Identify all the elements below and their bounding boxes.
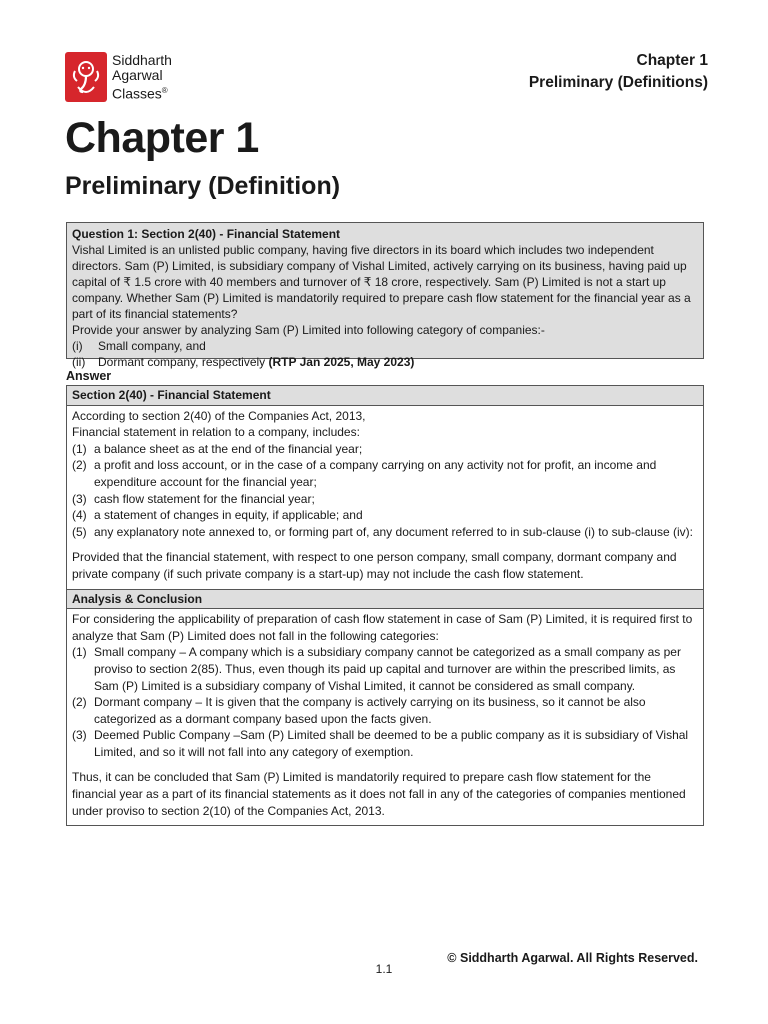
- list-item: [72, 457, 698, 490]
- chapter-subtitle: Preliminary (Definition): [65, 172, 341, 200]
- list-item-num: (3): [72, 491, 87, 506]
- question-body: Vishal Limited is an unlisted public company, having five directors in its board which includes two independent directors. Sam (P) Limited, is subsidiary company of Vishal Limited, actively carrying on its business, having paid up capital of ₹ 1.5 crore with 40 members and turnover of ₹ 18 crore, respectively. Sam (P) Limited is not a start up company. Whether Sam (P) Limited is mandatorily required to prepare cash flow statement for the financial year as a part of its financial statements?: [72, 243, 691, 321]
- question-item-num: (i): [72, 339, 83, 353]
- list-item-text: a statement of changes in equity, if applicable; and: [94, 508, 363, 523]
- section-intro: Financial statement in relation to a company, includes:: [72, 425, 360, 440]
- list-item: [72, 441, 698, 458]
- list-item: [72, 491, 698, 508]
- question-item: [72, 338, 698, 354]
- conclusion-text: Thus, it can be concluded that Sam (P) Limited is mandatorily required to prepare cash flow statement for the financial year as a part of its financial statements as it does not fall in any of the categories of companies mentioned under proviso to section 2(10) of the Companies Act, 2013.: [72, 770, 686, 818]
- logo-line-1: Siddharth: [112, 51, 172, 68]
- section-heading: Section 2(40) - Financial Statement: [67, 386, 703, 406]
- proviso-text: Provided that the financial statement, with respect to one person company, small company, dormant company and private company (if such private company is a start-up) may not include the cash flow statement.: [72, 550, 677, 581]
- list-item-num: (2): [72, 458, 87, 473]
- question-item-text: Small company, and: [98, 339, 206, 353]
- list-item: [72, 694, 698, 727]
- list-item-text: a balance sheet as at the end of the financial year;: [94, 441, 363, 456]
- list-item: [72, 644, 698, 694]
- list-item-text: Dormant company – It is given that the company is actively carrying on its business, so it cannot be also categorized as a dormant company based upon the facts given.: [94, 695, 646, 726]
- list-item-num: (4): [72, 508, 87, 523]
- running-header: [529, 50, 708, 94]
- section-body: [67, 406, 703, 589]
- header-subtitle: Preliminary (Definitions): [528, 74, 708, 91]
- list-item-text: cash flow statement for the financial year;: [94, 491, 315, 506]
- question-item: [72, 354, 698, 370]
- chapter-title: Chapter 1: [65, 114, 259, 162]
- list-item: [72, 524, 698, 541]
- list-item-num: (2): [72, 695, 87, 710]
- registered-mark: ®: [161, 85, 168, 95]
- question-title: Question 1: Section 2(40) - Financial Statement: [72, 227, 341, 241]
- list-item-num: (5): [72, 524, 87, 539]
- list-item-text: a profit and loss account, or in the case of a company carrying on any activity not for profit, an income and expenditure account for the financial year;: [94, 458, 657, 489]
- section-body: [67, 609, 703, 825]
- list-item-num: (1): [72, 441, 87, 456]
- logo-wordmark: [112, 53, 172, 102]
- ganesha-icon: [65, 52, 107, 102]
- question-reference: (RTP Jan 2025, May 2023): [268, 355, 415, 369]
- list-item-text: Small company – A company which is a subsidiary company cannot be categorized as a small company as per proviso to section 2(85). Thus, even though its paid up capital and turnover are within the prescribed limits, as Sam (P) Limited is a subsidiary company of Vishal Limited, it cannot be considered as small company.: [94, 645, 681, 693]
- question-box: [66, 222, 704, 369]
- question-item-text: Dormant company, respectively: [98, 355, 269, 369]
- question-prompt: Provide your answer by analyzing Sam (P) Limited into following category of companies:-: [72, 323, 545, 337]
- list-item: [72, 507, 698, 524]
- page-number: 1.1: [375, 962, 393, 976]
- logo-line-2: Agarwal: [112, 66, 163, 83]
- question-item-num: (ii): [72, 355, 86, 369]
- list-item-num: (3): [72, 728, 87, 743]
- logo-line-3: Classes: [112, 85, 162, 102]
- section-intro: According to section 2(40) of the Companies Act, 2013,: [72, 408, 366, 423]
- list-item-num: (1): [72, 645, 87, 660]
- list-item-text: Deemed Public Company –Sam (P) Limited shall be deemed to be a public company as it is subsidiary of Vishal Limited, and so it will not fall into any category of exemption.: [94, 728, 689, 759]
- section-heading: Analysis & Conclusion: [67, 589, 703, 610]
- header-chapter: Chapter 1: [636, 52, 708, 69]
- answer-label: Answer: [66, 369, 112, 383]
- copyright-notice: © Siddharth Agarwal. All Rights Reserved.: [447, 951, 698, 965]
- answer-table: [66, 385, 704, 826]
- list-item-text: any explanatory note annexed to, or forming part of, any document referred to in sub-clause (i) to sub-clause (iv):: [94, 524, 693, 539]
- brand-logo: [65, 50, 191, 104]
- list-item: [72, 727, 698, 760]
- section-intro: For considering the applicability of preparation of cash flow statement in case of Sam (P) Limited, it is required first to analyze that Sam (P) Limited does not fall in the following categories:: [72, 612, 693, 643]
